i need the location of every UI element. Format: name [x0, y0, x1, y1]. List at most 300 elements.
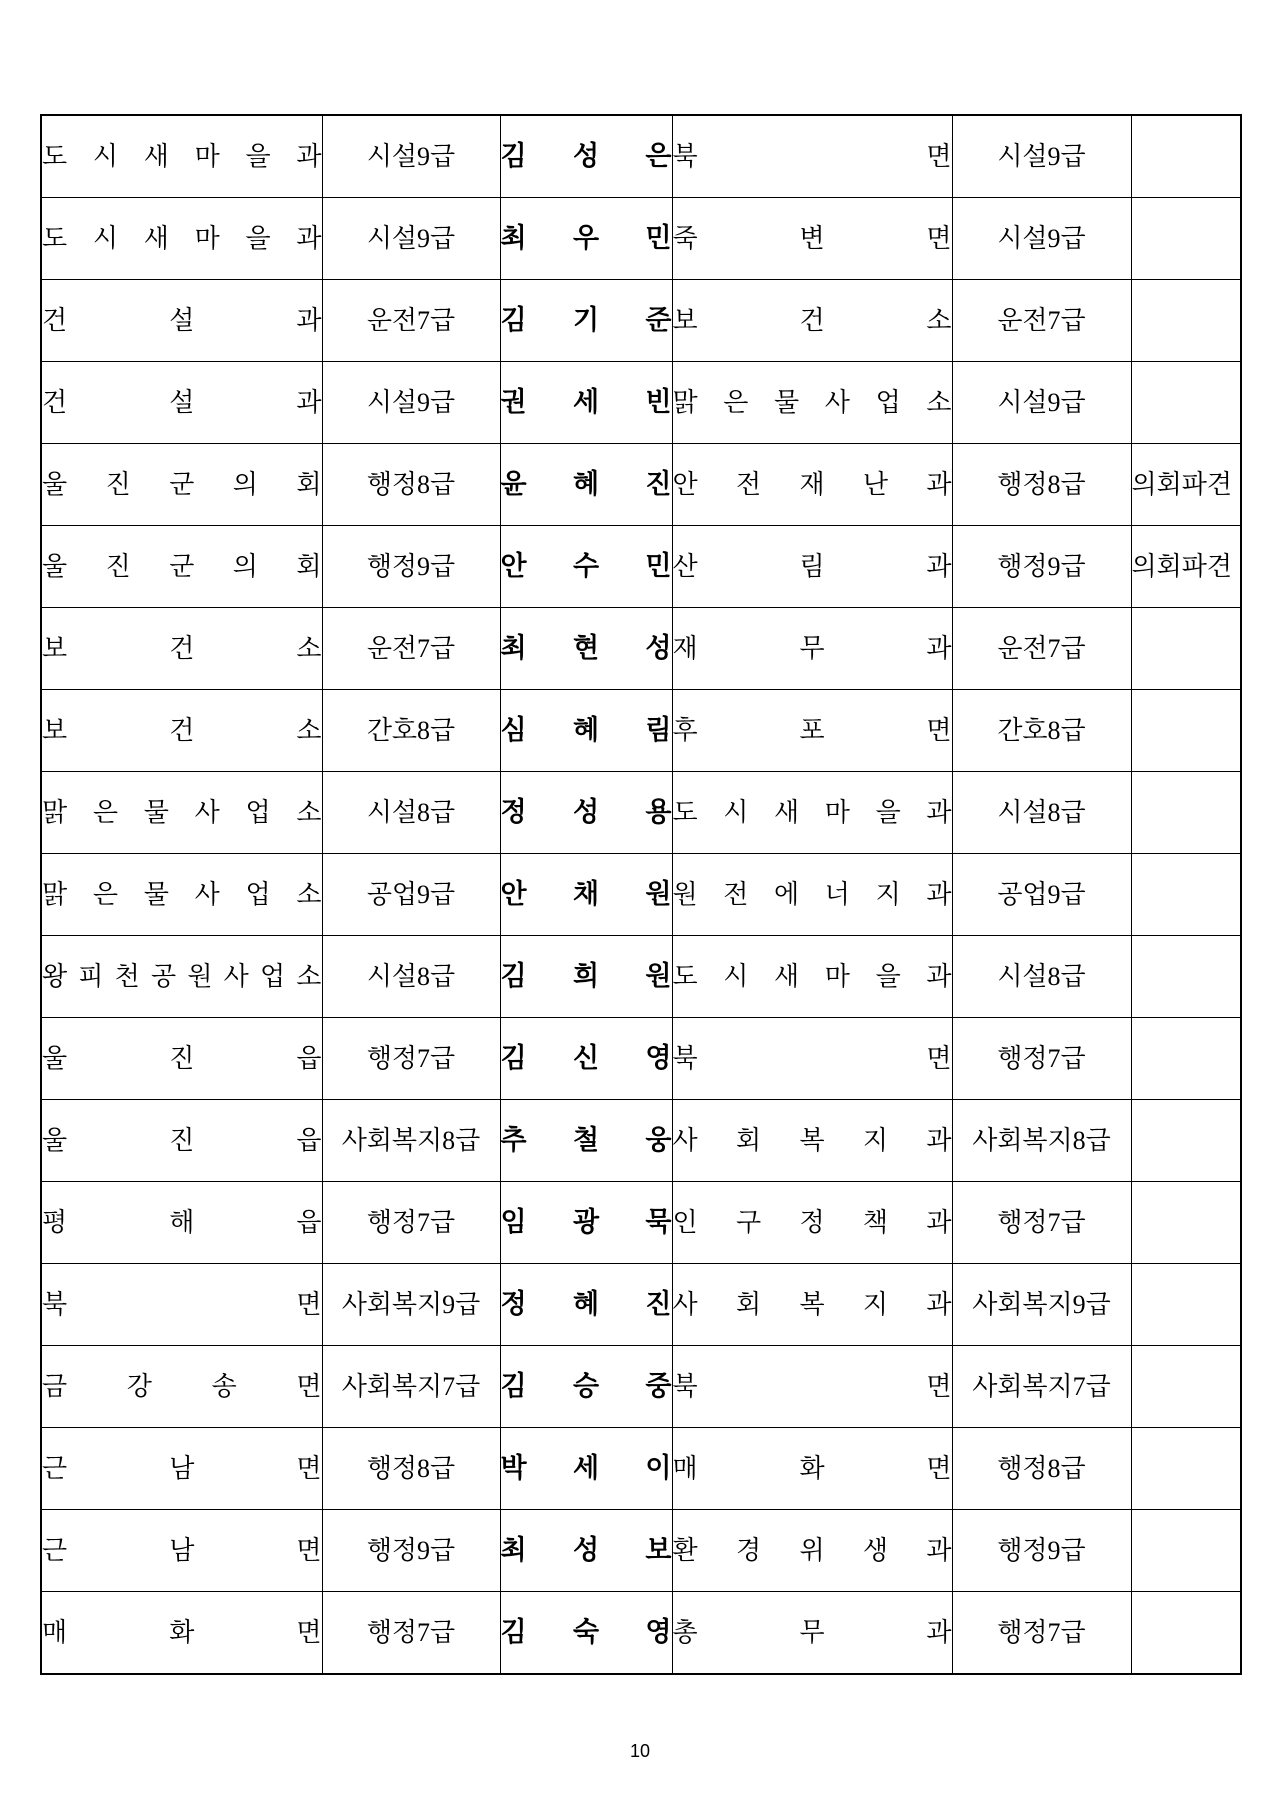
name-cell	[500, 1018, 672, 1100]
from-grade-cell	[322, 1346, 500, 1428]
to-grade: 시설8급	[997, 797, 1086, 827]
from-department-cell	[41, 1100, 322, 1182]
to-department	[672, 961, 952, 991]
text-glyph: 소	[296, 715, 322, 745]
text-glyph: 최	[500, 1535, 527, 1565]
text-glyph: 안	[500, 551, 527, 581]
table-row	[41, 280, 1241, 362]
text-glyph: 혜	[572, 715, 600, 745]
to-department	[672, 797, 952, 827]
note-cell	[1131, 280, 1241, 362]
text-glyph: 울	[42, 469, 68, 499]
text-glyph: 시	[92, 223, 118, 253]
employee-name	[501, 553, 672, 580]
text-glyph: 추	[500, 1125, 527, 1155]
text-glyph: 맑	[42, 879, 68, 909]
from-grade: 행정7급	[366, 1617, 456, 1647]
to-department-cell	[672, 280, 952, 362]
to-grade: 운전7급	[997, 633, 1086, 663]
from-grade: 사회복지8급	[341, 1125, 481, 1155]
text-glyph: 남	[169, 1535, 195, 1565]
note-cell	[1131, 1346, 1241, 1428]
to-department	[672, 879, 952, 909]
text-glyph: 지	[875, 879, 901, 909]
table-row	[41, 526, 1241, 608]
text-glyph: 김	[500, 961, 527, 991]
text-glyph: 진	[645, 1289, 672, 1319]
text-glyph: 혜	[572, 1289, 600, 1319]
from-grade: 공업9급	[366, 879, 456, 909]
text-glyph: 웅	[645, 1125, 672, 1155]
from-department	[42, 141, 322, 171]
text-glyph: 매	[42, 1617, 68, 1647]
to-grade-cell	[952, 198, 1131, 280]
to-grade-cell	[952, 1346, 1131, 1428]
text-glyph: 화	[169, 1617, 195, 1647]
to-department-cell	[672, 1018, 952, 1100]
text-glyph: 윤	[500, 469, 527, 499]
text-glyph: 면	[296, 1289, 322, 1319]
to-department-cell	[672, 1100, 952, 1182]
to-grade-cell	[952, 854, 1131, 936]
text-glyph: 평	[42, 1207, 68, 1237]
text-glyph: 안	[500, 879, 527, 909]
from-grade: 행정7급	[366, 1043, 456, 1073]
text-glyph: 세	[572, 1453, 600, 1483]
text-glyph: 승	[572, 1371, 600, 1401]
name-cell	[500, 280, 672, 362]
to-department	[672, 223, 952, 253]
text-glyph: 신	[572, 1043, 600, 1073]
text-glyph: 지	[862, 1125, 889, 1155]
text-glyph: 빈	[645, 387, 672, 417]
text-glyph: 너	[824, 879, 850, 909]
text-glyph: 면	[296, 1453, 322, 1483]
from-department-cell	[41, 1592, 322, 1675]
from-department-cell	[41, 1264, 322, 1346]
text-glyph: 설	[169, 387, 195, 417]
to-department-cell	[672, 526, 952, 608]
to-grade: 행정7급	[997, 1043, 1086, 1073]
to-grade-cell	[952, 1018, 1131, 1100]
table-row	[41, 362, 1241, 444]
text-glyph: 회	[296, 551, 322, 581]
to-grade: 행정7급	[997, 1617, 1086, 1647]
text-glyph: 후	[672, 715, 698, 745]
name-cell	[500, 772, 672, 854]
text-glyph: 과	[296, 305, 322, 335]
name-cell	[500, 1510, 672, 1592]
text-glyph: 이	[645, 1453, 672, 1483]
table-row	[41, 444, 1241, 526]
text-glyph: 을	[875, 961, 901, 991]
note-cell	[1131, 690, 1241, 772]
table-row	[41, 1428, 1241, 1510]
text-glyph: 정	[500, 1289, 527, 1319]
text-glyph: 면	[926, 1453, 952, 1483]
text-glyph: 보	[42, 715, 68, 745]
text-glyph: 새	[774, 961, 800, 991]
name-cell	[500, 1592, 672, 1675]
to-department-cell	[672, 936, 952, 1018]
text-glyph: 을	[245, 141, 271, 171]
text-glyph: 원	[672, 879, 698, 909]
text-glyph: 성	[572, 141, 600, 171]
text-glyph: 채	[572, 879, 600, 909]
note-cell	[1131, 1264, 1241, 1346]
table-row	[41, 1182, 1241, 1264]
text-glyph: 김	[500, 141, 527, 171]
text-glyph: 도	[42, 223, 68, 253]
employee-name	[501, 717, 672, 744]
to-department-cell	[672, 115, 952, 198]
text-glyph: 도	[672, 797, 698, 827]
from-department-cell	[41, 280, 322, 362]
to-grade: 행정8급	[997, 1453, 1086, 1483]
from-grade-cell	[322, 772, 500, 854]
to-department	[672, 1535, 952, 1565]
name-cell	[500, 444, 672, 526]
from-grade: 시설8급	[366, 961, 456, 991]
name-cell	[500, 526, 672, 608]
from-grade-cell	[322, 936, 500, 1018]
table-row	[41, 608, 1241, 690]
text-glyph: 해	[169, 1207, 195, 1237]
to-grade-cell	[952, 608, 1131, 690]
text-glyph: 천	[114, 961, 140, 991]
text-glyph: 과	[926, 879, 952, 909]
text-glyph: 소	[926, 305, 952, 335]
text-glyph: 면	[926, 223, 952, 253]
to-department	[672, 469, 952, 499]
note-cell	[1131, 608, 1241, 690]
text-glyph: 은	[723, 387, 749, 417]
from-department	[42, 1453, 322, 1483]
text-glyph: 진	[645, 469, 672, 499]
text-glyph: 읍	[296, 1125, 322, 1155]
note-cell	[1131, 854, 1241, 936]
from-department-cell	[41, 936, 322, 1018]
text-glyph: 책	[862, 1207, 889, 1237]
employee-name	[501, 1373, 672, 1400]
to-grade: 시설9급	[997, 223, 1086, 253]
to-department-cell	[672, 1264, 952, 1346]
to-department	[672, 551, 952, 581]
text-glyph: 복	[799, 1125, 825, 1155]
text-glyph: 안	[672, 469, 698, 499]
employee-name	[501, 881, 672, 908]
text-glyph: 소	[296, 961, 322, 991]
from-grade-cell	[322, 1100, 500, 1182]
from-department-cell	[41, 198, 322, 280]
text-glyph: 과	[296, 223, 322, 253]
text-glyph: 과	[296, 141, 322, 171]
text-glyph: 원	[645, 879, 672, 909]
from-grade: 사회복지7급	[341, 1371, 481, 1401]
text-glyph: 전	[735, 469, 762, 499]
from-grade: 간호8급	[366, 715, 456, 745]
text-glyph: 회	[296, 469, 322, 499]
text-glyph: 철	[572, 1125, 600, 1155]
from-grade: 시설9급	[366, 141, 456, 171]
to-department	[672, 1617, 952, 1647]
text-glyph: 민	[645, 223, 672, 253]
text-glyph: 인	[672, 1207, 698, 1237]
note-cell	[1131, 936, 1241, 1018]
note-cell	[1131, 1018, 1241, 1100]
text-glyph: 성	[645, 633, 672, 663]
from-department	[42, 387, 322, 417]
to-department-cell	[672, 198, 952, 280]
text-glyph: 김	[500, 305, 527, 335]
table-row	[41, 854, 1241, 936]
from-grade-cell	[322, 1018, 500, 1100]
from-grade-cell	[322, 1592, 500, 1675]
to-grade: 운전7급	[997, 305, 1086, 335]
text-glyph: 김	[500, 1043, 527, 1073]
note-cell	[1131, 772, 1241, 854]
text-glyph: 읍	[296, 1207, 322, 1237]
text-glyph: 사	[194, 879, 220, 909]
to-grade: 행정8급	[997, 469, 1086, 499]
text-glyph: 무	[799, 633, 825, 663]
employee-name	[501, 1045, 672, 1072]
employee-name	[501, 1209, 672, 1236]
text-glyph: 과	[926, 1125, 952, 1155]
table-row	[41, 115, 1241, 198]
table-row	[41, 1592, 1241, 1675]
text-glyph: 재	[799, 469, 825, 499]
text-glyph: 박	[500, 1453, 527, 1483]
table-row	[41, 1346, 1241, 1428]
to-department-cell	[672, 1510, 952, 1592]
to-grade: 행정7급	[997, 1207, 1086, 1237]
from-department	[42, 879, 322, 909]
employee-name	[501, 635, 672, 662]
text-glyph: 복	[799, 1289, 825, 1319]
to-grade-cell	[952, 1182, 1131, 1264]
text-glyph: 군	[169, 469, 195, 499]
to-grade-cell	[952, 526, 1131, 608]
text-glyph: 기	[572, 305, 600, 335]
text-glyph: 성	[572, 1535, 600, 1565]
text-glyph: 현	[572, 633, 600, 663]
text-glyph: 과	[926, 1535, 952, 1565]
text-glyph: 물	[774, 387, 800, 417]
text-glyph: 군	[169, 551, 195, 581]
text-glyph: 면	[296, 1617, 322, 1647]
from-department-cell	[41, 772, 322, 854]
from-department-cell	[41, 1018, 322, 1100]
from-grade: 시설9급	[366, 223, 456, 253]
from-department	[42, 1043, 322, 1073]
text-glyph: 용	[645, 797, 672, 827]
from-department	[42, 1207, 322, 1237]
text-glyph: 매	[672, 1453, 698, 1483]
table-row	[41, 1264, 1241, 1346]
note: 의회파견	[1131, 469, 1232, 499]
text-glyph: 왕	[42, 961, 68, 991]
to-grade-cell	[952, 444, 1131, 526]
text-glyph: 면	[296, 1535, 322, 1565]
text-glyph: 건	[169, 633, 195, 663]
note-cell	[1131, 198, 1241, 280]
text-glyph: 과	[926, 469, 952, 499]
text-glyph: 보	[672, 305, 698, 335]
text-glyph: 새	[143, 141, 169, 171]
employee-name	[501, 307, 672, 334]
text-glyph: 림	[645, 715, 672, 745]
note-cell	[1131, 115, 1241, 198]
from-grade-cell	[322, 198, 500, 280]
note-cell	[1131, 1182, 1241, 1264]
from-grade: 운전7급	[366, 633, 456, 663]
text-glyph: 읍	[296, 1043, 322, 1073]
from-grade: 행정9급	[366, 551, 456, 581]
text-glyph: 정	[500, 797, 527, 827]
to-department-cell	[672, 1428, 952, 1510]
text-glyph: 영	[645, 1617, 672, 1647]
to-department-cell	[672, 608, 952, 690]
text-glyph: 업	[245, 879, 271, 909]
text-glyph: 환	[672, 1535, 698, 1565]
from-department	[42, 551, 322, 581]
text-glyph: 성	[572, 797, 600, 827]
text-glyph: 송	[211, 1371, 237, 1401]
text-glyph: 화	[799, 1453, 825, 1483]
table-row	[41, 690, 1241, 772]
text-glyph: 도	[42, 141, 68, 171]
text-glyph: 북	[672, 141, 698, 171]
to-grade: 행정9급	[997, 551, 1086, 581]
name-cell	[500, 690, 672, 772]
text-glyph: 피	[78, 961, 104, 991]
text-glyph: 에	[774, 879, 800, 909]
from-grade-cell	[322, 444, 500, 526]
text-glyph: 과	[926, 1289, 952, 1319]
to-grade-cell	[952, 1510, 1131, 1592]
text-glyph: 마	[194, 223, 220, 253]
from-department	[42, 223, 322, 253]
to-grade-cell	[952, 1428, 1131, 1510]
text-glyph: 금	[42, 1371, 68, 1401]
text-glyph: 원	[187, 961, 213, 991]
from-department	[42, 1535, 322, 1565]
text-glyph: 공	[150, 961, 177, 991]
text-glyph: 과	[296, 387, 322, 417]
from-department	[42, 1289, 322, 1319]
text-glyph: 의	[232, 551, 258, 581]
to-department	[672, 1453, 952, 1483]
from-grade: 행정7급	[366, 1207, 456, 1237]
from-grade-cell	[322, 608, 500, 690]
from-department	[42, 715, 322, 745]
text-glyph: 최	[500, 223, 527, 253]
to-grade: 행정9급	[997, 1535, 1086, 1565]
text-glyph: 회	[735, 1289, 762, 1319]
from-department	[42, 633, 322, 663]
employee-name	[501, 1619, 672, 1646]
from-department-cell	[41, 362, 322, 444]
text-glyph: 보	[42, 633, 68, 663]
employee-name	[501, 389, 672, 416]
text-glyph: 전	[723, 879, 749, 909]
to-grade: 사회복지9급	[972, 1289, 1111, 1319]
text-glyph: 업	[259, 961, 286, 991]
text-glyph: 권	[500, 387, 527, 417]
to-grade: 사회복지7급	[972, 1371, 1111, 1401]
text-glyph: 면	[926, 1371, 952, 1401]
text-glyph: 은	[645, 141, 672, 171]
text-glyph: 산	[672, 551, 698, 581]
from-grade-cell	[322, 1510, 500, 1592]
table-row	[41, 198, 1241, 280]
to-department-cell	[672, 444, 952, 526]
text-glyph: 면	[926, 141, 952, 171]
to-grade: 시설8급	[997, 961, 1086, 991]
to-grade: 간호8급	[997, 715, 1086, 745]
table-row	[41, 1100, 1241, 1182]
text-glyph: 근	[42, 1535, 68, 1565]
text-glyph: 물	[143, 797, 169, 827]
name-cell	[500, 1100, 672, 1182]
text-glyph: 물	[143, 879, 169, 909]
name-cell	[500, 608, 672, 690]
text-glyph: 마	[194, 141, 220, 171]
page-number: 10	[629, 1741, 651, 1761]
text-glyph: 김	[500, 1371, 527, 1401]
from-department-cell	[41, 115, 322, 198]
text-glyph: 면	[926, 1043, 952, 1073]
text-glyph: 회	[735, 1125, 762, 1155]
from-department	[42, 961, 322, 991]
to-department	[672, 1043, 952, 1073]
text-glyph: 광	[572, 1207, 600, 1237]
to-department	[672, 1289, 952, 1319]
text-glyph: 건	[799, 305, 825, 335]
text-glyph: 최	[500, 633, 527, 663]
text-glyph: 원	[645, 961, 672, 991]
text-glyph: 우	[572, 223, 600, 253]
text-glyph: 시	[723, 961, 749, 991]
employee-name	[501, 471, 672, 498]
name-cell	[500, 362, 672, 444]
note-cell	[1131, 1592, 1241, 1675]
employee-name	[501, 1537, 672, 1564]
name-cell	[500, 115, 672, 198]
personnel-transfer-table	[40, 114, 1242, 1675]
text-glyph: 재	[672, 633, 698, 663]
text-glyph: 건	[42, 305, 68, 335]
text-glyph: 무	[799, 1617, 825, 1647]
text-glyph: 구	[735, 1207, 762, 1237]
to-department	[672, 715, 952, 745]
text-glyph: 포	[799, 715, 825, 745]
text-glyph: 위	[799, 1535, 825, 1565]
text-glyph: 맑	[42, 797, 68, 827]
to-department	[672, 1207, 952, 1237]
to-department	[672, 387, 952, 417]
text-glyph: 과	[926, 1617, 952, 1647]
text-glyph: 임	[500, 1207, 527, 1237]
text-glyph: 울	[42, 1125, 68, 1155]
text-glyph: 경	[735, 1535, 762, 1565]
employee-name	[501, 225, 672, 252]
text-glyph: 생	[862, 1535, 889, 1565]
text-glyph: 준	[645, 305, 672, 335]
from-grade: 행정9급	[366, 1535, 456, 1565]
to-grade-cell	[952, 280, 1131, 362]
